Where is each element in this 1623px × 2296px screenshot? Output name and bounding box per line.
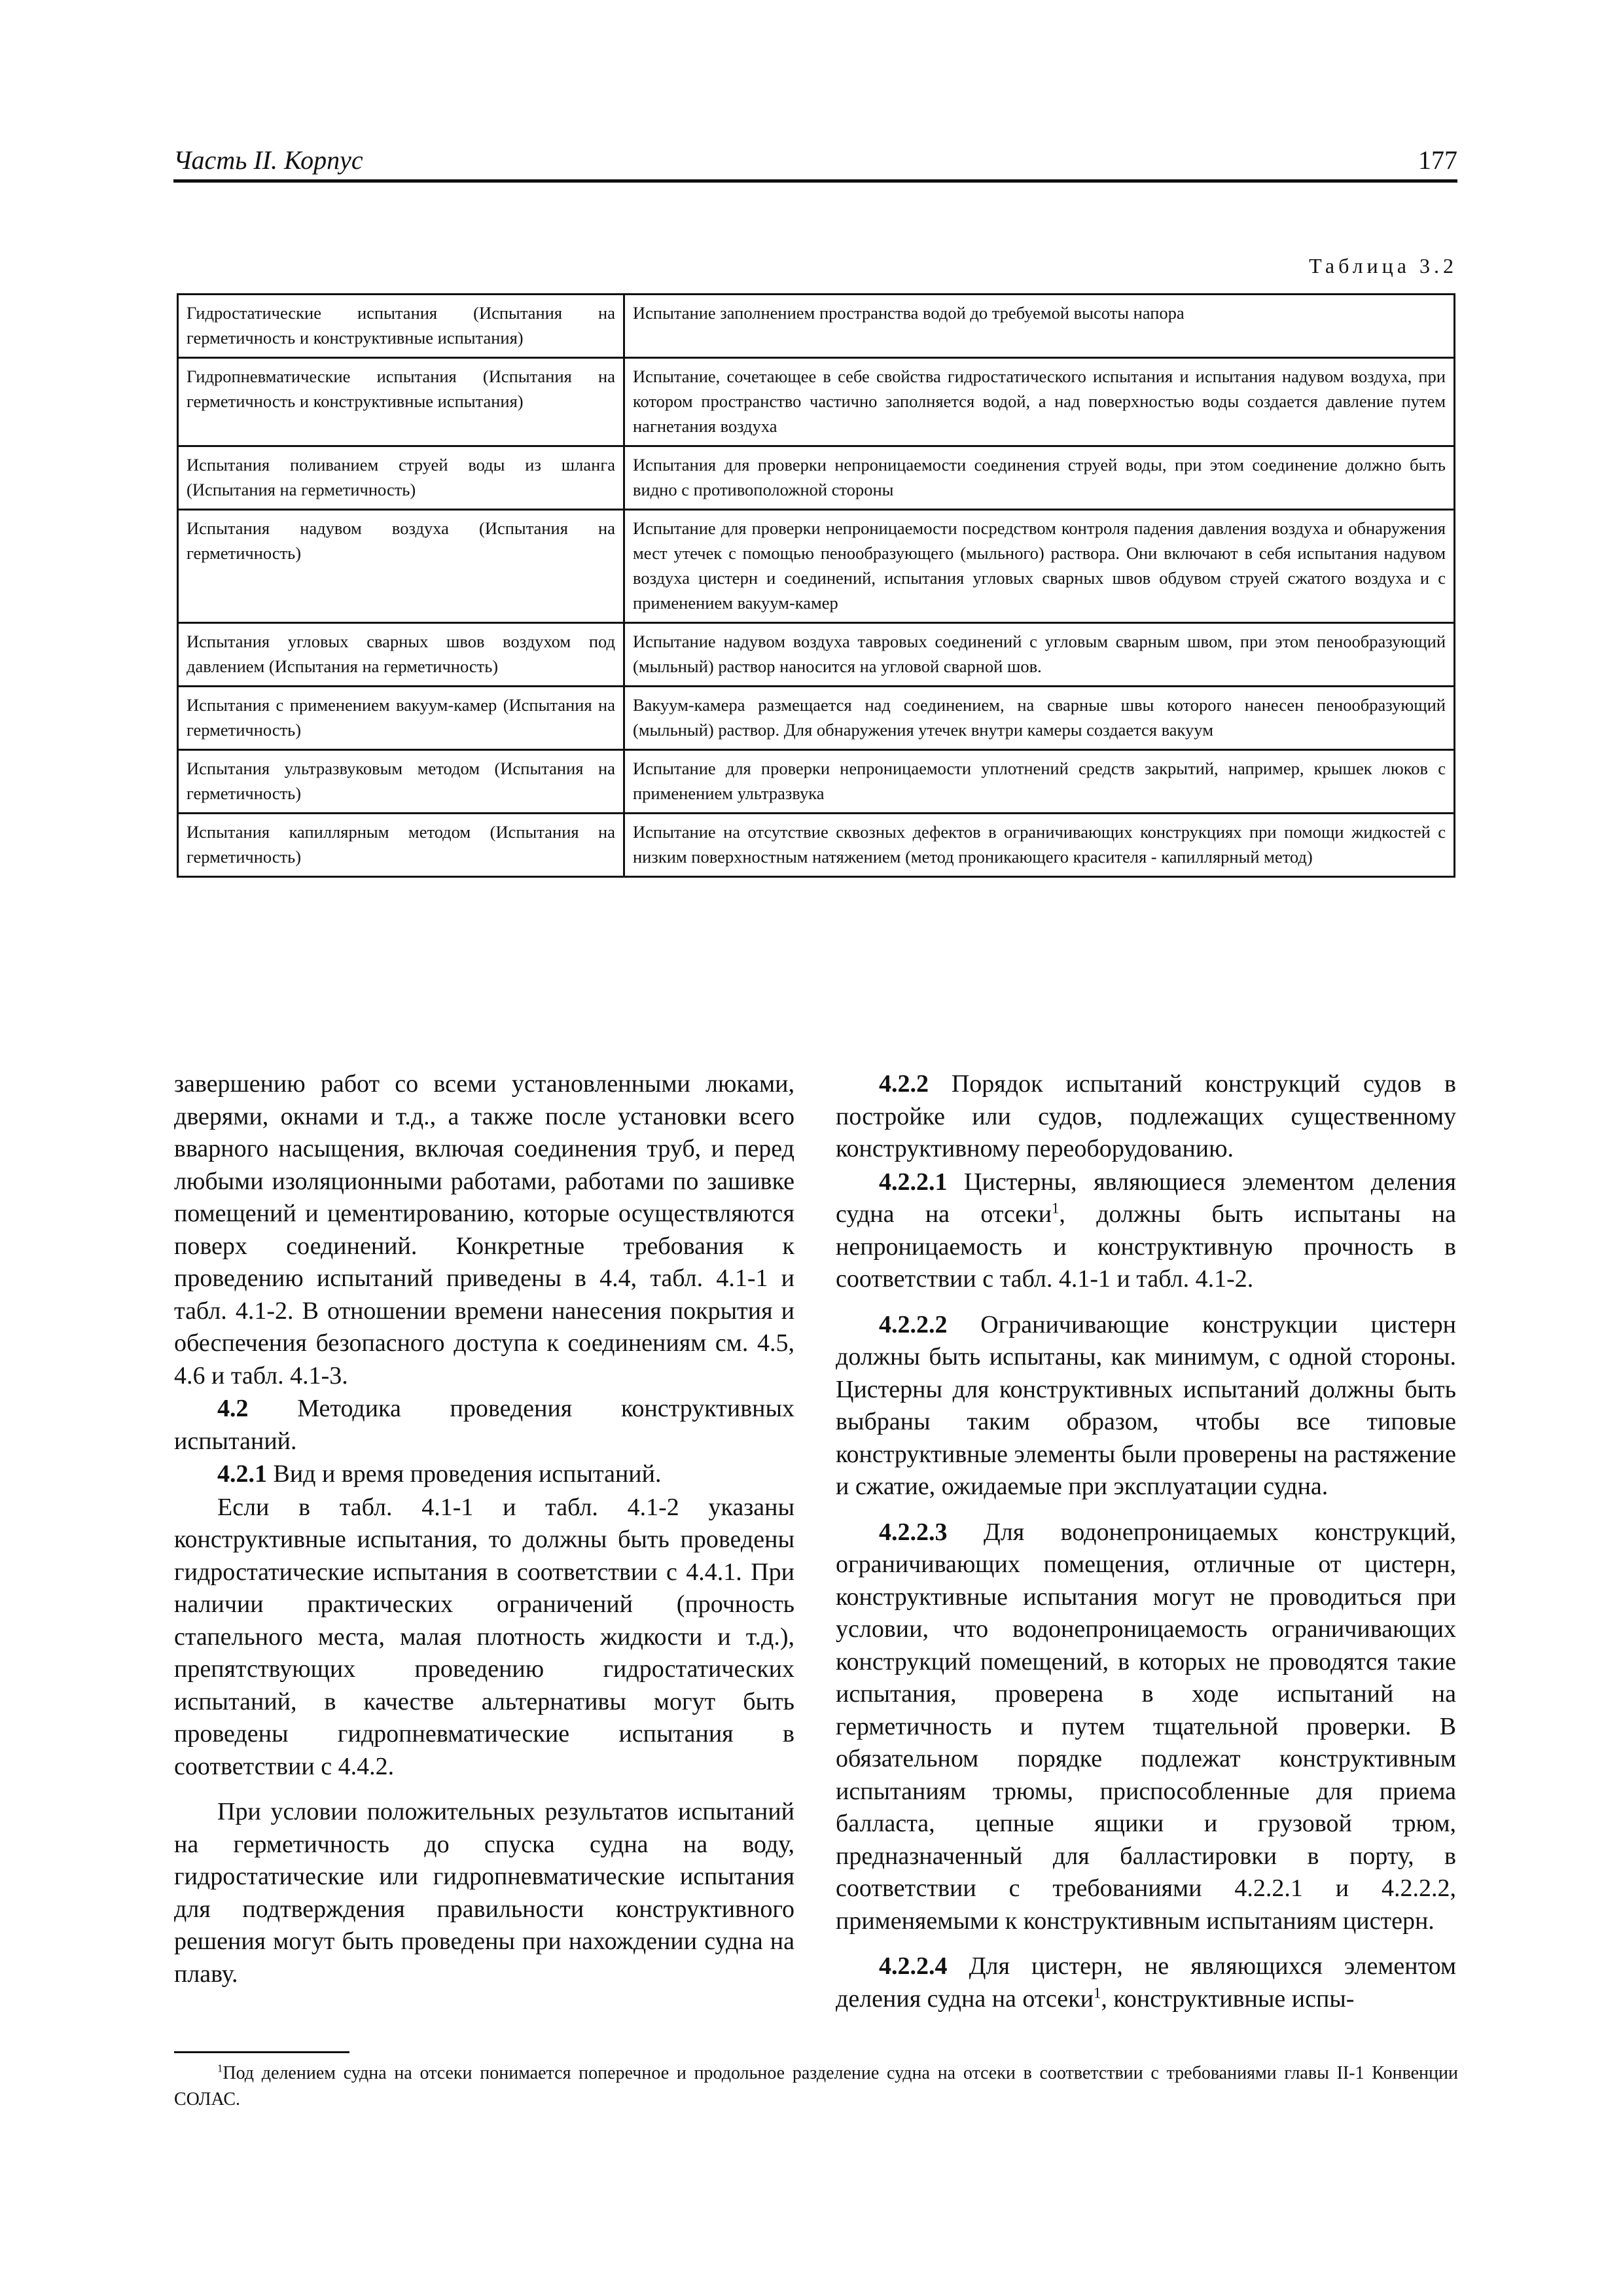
- paragraph-continuation: завершению работ со всеми установленными люками, дверями, окнами и т.д., а также после установки всего вварного насыщения, включая соединения труб, и перед любыми изоляционными работами, работами по зашивке помещений и цементированию, которые осуществляются поверх соединений. Конкретные требования к проведению испытаний приведены в 4.4, табл. 4.1-1 и табл. 4.1-2. В отношении времени нанесения покрытия и обеспечения безопасного доступа к соединениям см. 4.5, 4.6 и табл. 4.1-3.: [174, 1070, 794, 1390]
- section-text: Порядок испытаний конструкций судов в постройке или судов, подлежащих существенному конструктивному переоборудованию.: [836, 1070, 1456, 1162]
- page-header: [173, 143, 1457, 183]
- footnote-ref: 1: [1093, 1984, 1101, 2001]
- test-types-table: [177, 293, 1455, 878]
- section-number: 4.2.2.2: [879, 1310, 948, 1338]
- test-type-cell: Испытания ультразвуковым методом (Испытания на герметичность): [178, 750, 624, 814]
- section-text: Ограничивающие конструкции цистерн должны быть испытаны, как минимум, с одной стороны. Цистерны для конструктивных испытаний должны быть выбраны таким образом, чтобы все типовые конструктивные элементы были проверены на растяжение и сжатие, ожидаемые при эксплуатации судна.: [836, 1310, 1456, 1500]
- footnote-divider: [174, 2051, 349, 2053]
- test-description-cell: Испытание надувом воздуха тавровых соединений с угловым сварным швом, при этом пенообразующий (мыльный) раствор наносится на угловой сварной шов.: [624, 623, 1455, 687]
- section-4-2-2-3: [836, 1516, 1456, 1938]
- paragraph: При условии положительных результатов испытаний на герметичность до спуска судна на воду, гидростатические или гидропневматические испытания для подтверждения правильности конструктивного решения могут быть проведены при нахождении судна на плаву.: [174, 1798, 794, 1988]
- test-type-cell: Испытания надувом воздуха (Испытания на герметичность): [178, 510, 624, 623]
- section-text: Цистерны, являющиеся элементом деления судна на отсеки: [836, 1168, 1456, 1228]
- table-row: [178, 446, 1455, 510]
- table-row: [178, 750, 1455, 814]
- table-caption: Таблица 3.2: [1309, 254, 1457, 278]
- section-title: Методика проведения конструктивных испытаний.: [174, 1395, 795, 1455]
- test-type-cell: Испытания угловых сварных швов воздухом под давлением (Испытания на герметичность): [178, 623, 624, 687]
- section-text: Вид и время проведения испытаний.: [273, 1460, 662, 1488]
- test-description-cell: Вакуум-камера размещается над соединением, на сварные швы которого нанесен пенообразующий (мыльный) раствор. Для обнаружения утечек внутри камеры создается вакуум: [624, 687, 1455, 750]
- table-row: [178, 358, 1455, 446]
- right-column: [836, 1068, 1456, 2015]
- section-4-2-2-2: [836, 1309, 1456, 1503]
- test-description-cell: Испытание для проверки непроницаемости уплотнений средств закрытий, например, крышек люков с применением ультразвука: [624, 750, 1455, 814]
- section-text: Для цистерн, не являющихся элементом деления судна на отсеки: [836, 1952, 1457, 2013]
- section-4-2-2: [836, 1068, 1456, 1166]
- left-column: [174, 1068, 794, 1990]
- table-row: [178, 814, 1455, 877]
- running-title: Часть II. Корпус: [173, 145, 363, 175]
- table-row: [178, 510, 1455, 623]
- footnote-mark: 1: [217, 2062, 223, 2075]
- test-type-cell: Испытания поливанием струей воды из шланга (Испытания на герметичность): [178, 446, 624, 510]
- page-number: 177: [1418, 145, 1457, 175]
- footnote-text: Под делением судна на отсеки понимается поперечное и продольное разделение судна на отсеки в соответствии с требованиями главы II-1 Конвенции СОЛАС.: [174, 2063, 1458, 2109]
- section-text: , конструктивные испы-: [1101, 1984, 1355, 2013]
- test-type-cell: Гидростатические испытания (Испытания на герметичность и конструктивные испытания): [178, 295, 624, 358]
- section-number: 4.2: [217, 1395, 249, 1422]
- table-row: [178, 623, 1455, 687]
- test-description-cell: Испытание на отсутствие сквозных дефектов в ограничивающих конструкциях при помощи жидкостей с низким поверхностным натяжением (метод проникающего красителя - капиллярный метод): [624, 814, 1455, 877]
- test-type-cell: Испытания с применением вакуум-камер (Испытания на герметичность): [178, 687, 624, 750]
- section-4-2-2-4: [836, 1950, 1456, 2015]
- section-number: 4.2.1: [217, 1460, 267, 1488]
- table-row: [178, 295, 1455, 358]
- section-4-2-2-1: [836, 1166, 1456, 1296]
- section-number: 4.2.2.3: [879, 1518, 948, 1546]
- section-number: 4.2.2: [879, 1070, 929, 1098]
- paragraph: Если в табл. 4.1-1 и табл. 4.1-2 указаны конструктивные испытания, то должны быть проведены гидростатические испытания в соответствии с 4.4.1. При наличии практических ограничений (прочность стапельного места, малая плотность жидкости и т.д.), препятствующих проведению гидростатических испытаний, в качестве альтернативы могут быть проведены гидропневматические испытания в соответствии с 4.4.2.: [174, 1493, 794, 1780]
- footnote-ref: 1: [1051, 1200, 1060, 1217]
- test-description-cell: Испытание для проверки непроницаемости посредством контроля падения давления воздуха и обнаружения мест утечек с помощью пенообразующего (мыльного) раствора. Они включают в себя испытания надувом воздуха цистерн и соединений, испытания угловых сварных швов обдувом струей сжатого воздуха и с применением вакуум-камер: [624, 510, 1455, 623]
- section-text: Для водонепроницаемых конструкций, ограничивающих помещения, отличные от цистерн, конструктивные испытания могут не проводиться при условии, что водонепроницаемость ограничивающих конструкций помещений, в которых не проводятся такие испытания, проверена в ходе испытаний на герметичность и путем тщательной проверки. В обязательном порядке подлежат конструктивным испытаниям трюмы, приспособленные для приема балласта, цепные ящики и грузовой трюм, предназначенный для балластировки в порту, в соответствии с требованиями 4.2.2.1 и 4.2.2.2, применяемыми к конструктивным испытаниям цистерн.: [836, 1518, 1456, 1935]
- footnote-body: [174, 2060, 1458, 2113]
- section-4-2-heading: [174, 1393, 794, 1458]
- test-type-cell: Гидропневматические испытания (Испытания на герметичность и конструктивные испытания): [178, 358, 624, 446]
- table-row: [178, 687, 1455, 750]
- section-4-2-1: [174, 1458, 794, 1491]
- section-number: 4.2.2.1: [879, 1168, 948, 1196]
- footnote: [174, 2060, 1458, 2113]
- test-description-cell: Испытание, сочетающее в себе свойства гидростатического испытания и испытания надувом воздуха, при котором пространство частично заполняется водой, а над поверхностью воды создается давление путем нагнетания воздуха: [624, 358, 1455, 446]
- test-description-cell: Испытание заполнением пространства водой до требуемой высоты напора: [624, 295, 1455, 358]
- section-number: 4.2.2.4: [879, 1952, 948, 1980]
- section-text: , должны быть испытаны на непроницаемость и конструктивную прочность в соответствии с табл. 4.1-1 и табл. 4.1-2.: [836, 1200, 1456, 1293]
- test-type-cell: Испытания капиллярным методом (Испытания на герметичность): [178, 814, 624, 877]
- test-description-cell: Испытания для проверки непроницаемости соединения струей воды, при этом соединение должно быть видно с противоположной стороны: [624, 446, 1455, 510]
